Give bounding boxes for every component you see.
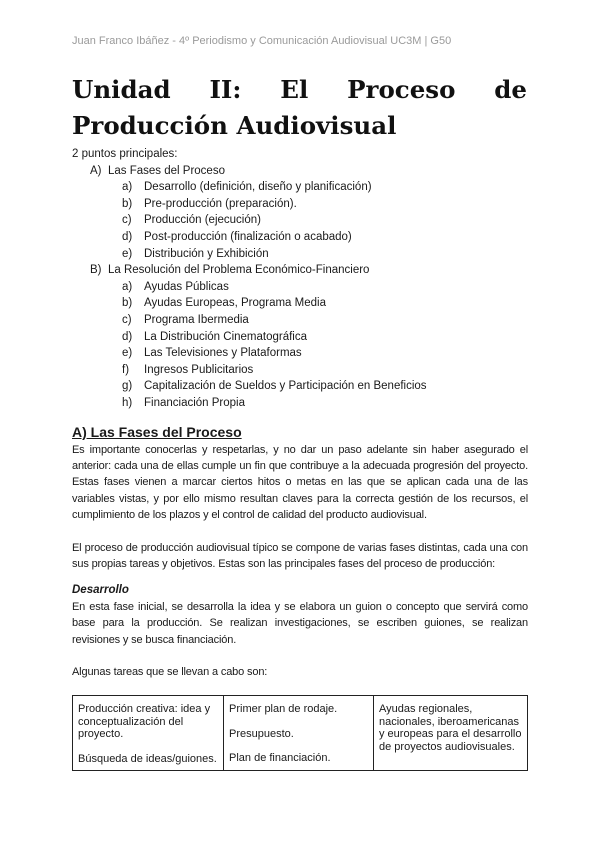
list-label: Capitalización de Sueldos y Participación en Beneficios <box>144 380 427 393</box>
list-label: Post-producción (finalización o acabado) <box>144 230 352 243</box>
list-marker: h) <box>122 396 133 409</box>
list-item <box>72 378 528 395</box>
list-marker: e) <box>122 247 133 260</box>
subsection-heading: Desarrollo <box>72 584 129 597</box>
list-item <box>72 295 528 312</box>
intro-text: 2 puntos principales: <box>72 148 178 160</box>
list-label: Las Fases del Proceso <box>108 164 225 177</box>
paragraph: En esta fase inicial, se desarrolla la idea y se elabora un guion o concepto que servirá como base para la producción. Se realizan investigaciones, se escriben guiones, se realizan revisiones y se busca financiación. <box>72 600 528 646</box>
tasks-table <box>72 695 528 771</box>
section-heading: A) Las Fases del Proceso <box>72 423 242 440</box>
list-marker: a) <box>122 280 133 293</box>
list-item <box>72 279 528 296</box>
cell-text: Primer plan de rodaje. <box>229 703 338 715</box>
list-item <box>72 329 528 346</box>
table-cell <box>224 696 374 771</box>
list-item <box>72 196 528 213</box>
table-cell <box>374 696 528 771</box>
list-marker: g) <box>122 380 133 393</box>
page-title: Unidad II: El Proceso de Producción Audiovisual <box>72 75 527 140</box>
list-marker: d) <box>122 230 133 243</box>
outline-item-a <box>72 163 528 180</box>
document-body <box>72 146 528 680</box>
cell-text: Plan de financiación. <box>229 752 331 764</box>
list-marker: A) <box>90 164 102 177</box>
cell-text: Búsqueda de ideas/guiones. <box>78 752 217 765</box>
table-cell <box>73 696 224 771</box>
list-label: Programa Ibermedia <box>144 313 249 326</box>
cell-text: Presupuesto. <box>229 727 294 740</box>
list-label: Distribución y Exhibición <box>144 247 269 260</box>
list-label: Financiación Propia <box>144 396 246 409</box>
outline-item-b <box>72 262 528 279</box>
list-marker: a) <box>122 181 133 194</box>
list-label: Las Televisiones y Plataformas <box>144 347 302 360</box>
paragraph: Es importante conocerlas y respetarlas, y no dar un paso adelante sin haber asegurado el anterior: cada una de ellas cumple un fin que contribuye a la adecuada progresión del proyecto. Estas fases vienen a marcar ciertos hitos o metas en las que se aplican cada una de las variables vistas, y por ello mismo resultan claves para la correcta gestión de los recursos, el cumplimiento de los plazos y el control de calidad del producto audiovisual. <box>72 443 528 522</box>
list-marker: f) <box>122 363 130 376</box>
running-header: Juan Franco Ibáñez - 4º Periodismo y Comunicación Audiovisual UC3M | G50 <box>72 35 452 47</box>
list-label: Desarrollo (definición, diseño y planificación) <box>144 181 372 194</box>
list-item <box>72 395 528 412</box>
list-marker: b) <box>122 297 133 310</box>
list-marker: B) <box>90 264 102 277</box>
list-marker: e) <box>122 347 133 360</box>
paragraph: Algunas tareas que se llevan a cabo son: <box>72 665 268 678</box>
list-item <box>72 345 528 362</box>
list-item <box>72 229 528 246</box>
list-label: La Resolución del Problema Económico-Financiero <box>108 264 370 277</box>
list-label: Producción (ejecución) <box>144 214 261 227</box>
list-item <box>72 362 528 379</box>
list-label: La Distribución Cinematográfica <box>144 330 307 343</box>
list-marker: c) <box>122 214 132 227</box>
list-label: Ayudas Europeas, Programa Media <box>144 297 326 310</box>
list-marker: c) <box>122 313 132 326</box>
list-marker: d) <box>122 330 133 343</box>
table-row <box>73 696 528 771</box>
list-marker: b) <box>122 197 133 210</box>
list-label: Ingresos Publicitarios <box>144 363 254 376</box>
list-item <box>72 246 528 263</box>
list-item <box>72 179 528 196</box>
cell-text: Ayudas regionales, nacionales, iberoamericanas y europeas para el desarrollo de proyectos audiovisuales. <box>379 703 522 753</box>
list-label: Pre-producción (preparación). <box>144 197 297 210</box>
cell-text: Producción creativa: idea y conceptualización del proyecto. <box>78 703 211 740</box>
paragraph: El proceso de producción audiovisual típico se compone de varias fases distintas, cada una con sus propias tareas y objetivos. Estas son las principales fases del proceso de producción: <box>72 541 528 570</box>
list-item <box>72 312 528 329</box>
list-label: Ayudas Públicas <box>144 280 229 293</box>
list-item <box>72 212 528 229</box>
